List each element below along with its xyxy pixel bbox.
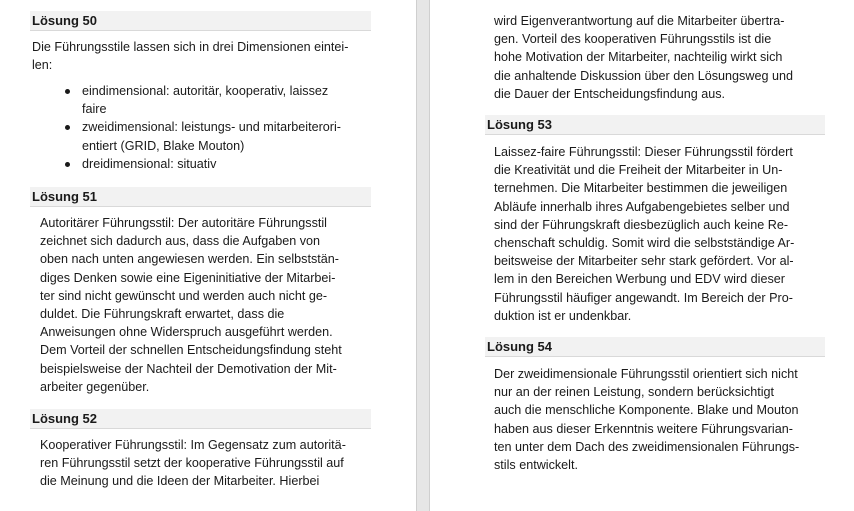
- heading-loesung-52: Lösung 52: [30, 409, 371, 429]
- list-item: [32, 118, 341, 154]
- list-item-line: zweidimensional: leistungs- und mitarbeiterori-: [82, 120, 341, 135]
- heading-loesung-54: Lösung 54: [485, 337, 825, 357]
- text-line: ten unter dem Dach des zweidimensionalen Führungs-: [494, 439, 800, 454]
- text-line: beitsweise der Mitarbeiter sehr stark gefördert. Vor al-: [494, 254, 794, 269]
- text-line: stils entwickelt.: [494, 457, 578, 472]
- right-page: [430, 0, 854, 511]
- loesung-52-text: [40, 436, 346, 491]
- text-line: Laissez-faire Führungsstil: Dieser Führungsstil fördert: [494, 145, 793, 159]
- text-line: Führungsstil häufiger angewandt. Im Bereich der Pro-: [494, 290, 793, 305]
- loesung-50-intro: [32, 38, 348, 74]
- list-item-line: faire: [82, 102, 107, 117]
- text-line: die anhaltende Diskussion über den Lösungsweg und: [494, 68, 793, 83]
- text-line: die Meinung und die Ideen der Mitarbeiter. Hierbei: [40, 474, 320, 489]
- heading-loesung-50: Lösung 50: [30, 11, 371, 31]
- text-line: diges Denken sowie eine Eigeninitiative der Mitarbei-: [40, 270, 336, 285]
- text-line: wird Eigenverantwortung auf die Mitarbeiter übertra-: [494, 14, 785, 28]
- text-line: sind der Führungskraft diesbezüglich auch keine Re-: [494, 217, 789, 232]
- heading-loesung-53: Lösung 53: [485, 115, 825, 135]
- list-item: [32, 155, 341, 173]
- text-line: Abläufe innerhalb ihres Aufgabengebietes selber und: [494, 199, 790, 214]
- text-line: len:: [32, 58, 53, 73]
- loesung-53-text: [494, 143, 794, 325]
- text-line: Die Führungsstile lassen sich in drei Dimensionen eintei-: [32, 40, 349, 54]
- loesung-52-continued: [494, 12, 793, 103]
- text-line: haben aus dieser Erkenntnis weitere Führungsvarian-: [494, 421, 793, 436]
- text-line: ternehmen. Die Mitarbeiter bestimmen die jeweiligen: [494, 181, 788, 196]
- text-line: Dem Vorteil der schnellen Entscheidungsfindung steht: [40, 343, 342, 358]
- text-line: hohe Motivation der Mitarbeiter, nachteilig wirkt sich: [494, 50, 783, 65]
- list-item: [32, 82, 341, 118]
- text-line: Kooperativer Führungsstil: Im Gegensatz zum autoritä-: [40, 438, 346, 452]
- text-line: arbeiter gegenüber.: [40, 379, 150, 394]
- text-line: ren Führungsstil setzt der kooperative Führungsstil auf: [40, 456, 344, 471]
- text-line: beispielsweise der Nachteil der Demotivation der Mit-: [40, 361, 337, 376]
- text-line: die Kreativität und die Freiheit der Mitarbeiter in Un-: [494, 163, 783, 178]
- left-page: [0, 0, 416, 511]
- dimensions-list: [32, 82, 341, 173]
- list-item-line: dreidimensional: situativ: [82, 156, 217, 171]
- heading-loesung-51: Lösung 51: [30, 187, 371, 207]
- text-line: gen. Vorteil des kooperativen Führungsstils ist die: [494, 32, 772, 47]
- text-line: nur an der reinen Leistung, sondern berücksichtigt: [494, 385, 775, 400]
- text-line: duldet. Die Führungskraft erwartet, dass die: [40, 306, 285, 321]
- text-line: oben nach unten angewiesen werden. Ein selbststän-: [40, 252, 339, 267]
- text-line: Anweisungen ohne Widerspruch ausgeführt werden.: [40, 325, 333, 340]
- text-line: chenschaft schuldig. Somit wird die selbstständige Ar-: [494, 235, 795, 250]
- text-line: Der zweidimensionale Führungsstil orientiert sich nicht: [494, 367, 798, 381]
- text-line: Autoritärer Führungsstil: Der autoritäre Führungsstil: [40, 216, 327, 230]
- text-line: die Dauer der Entscheidungsfindung aus.: [494, 86, 726, 101]
- list-item-line: entiert (GRID, Blake Mouton): [82, 138, 245, 153]
- list-item-line: eindimensional: autoritär, kooperativ, laissez: [82, 84, 329, 98]
- text-line: duktion ist er undenkbar.: [494, 308, 632, 323]
- text-line: auch die menschliche Komponente. Blake und Mouton: [494, 403, 799, 418]
- loesung-54-text: [494, 365, 799, 474]
- text-line: ter sind nicht gewünscht und werden auch nicht ge-: [40, 288, 328, 303]
- text-line: lem in den Bereichen Werbung und EDV wird dieser: [494, 272, 785, 287]
- text-line: zeichnet sich dadurch aus, dass die Aufgaben von: [40, 234, 321, 249]
- page-gutter: [416, 0, 430, 511]
- loesung-51-text: [40, 214, 342, 396]
